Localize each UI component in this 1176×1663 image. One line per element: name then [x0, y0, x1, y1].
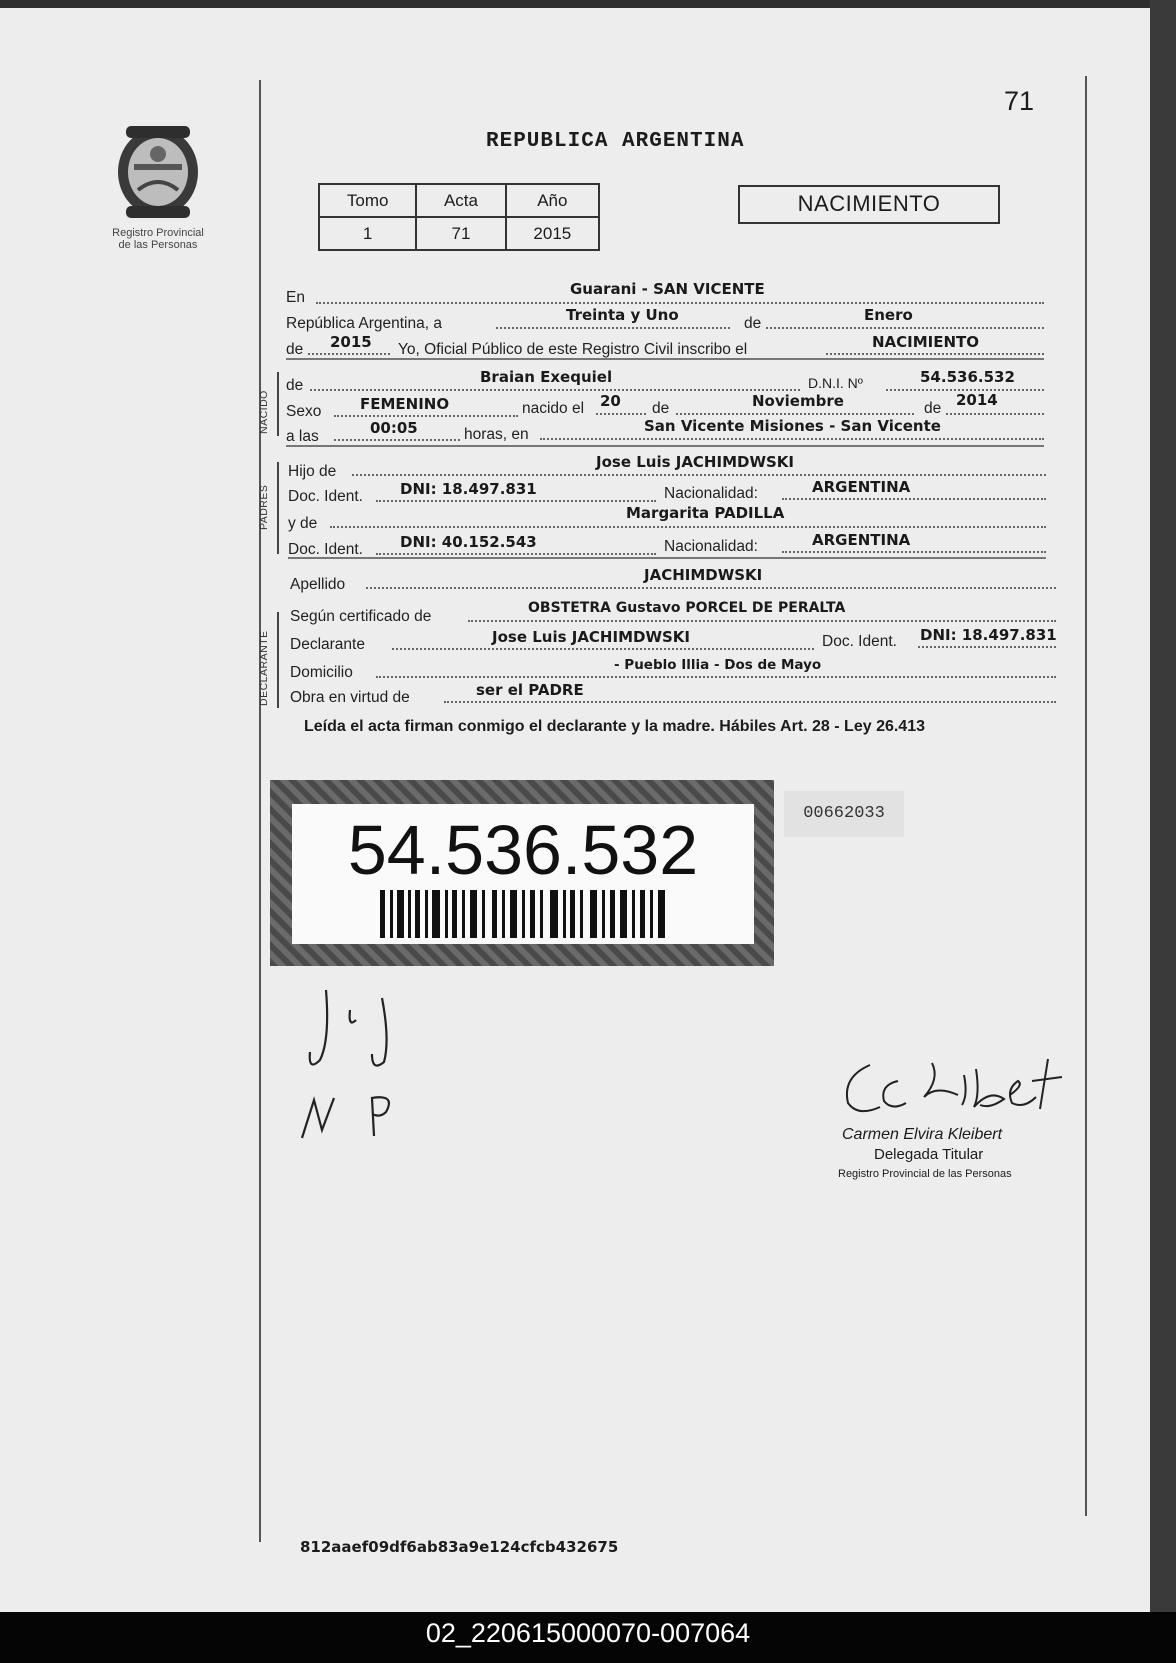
dots-madre-doc: [376, 553, 656, 555]
label-sexo: Sexo: [286, 403, 322, 420]
label-republica: República Argentina, a: [286, 315, 442, 332]
province-emblem-logo: [112, 120, 204, 222]
value-lugar: Guarani - SAN VICENTE: [570, 280, 765, 298]
label-de-mes: de: [744, 315, 762, 332]
value-nac-mes: Noviembre: [752, 392, 844, 410]
value-anio: 2015: [506, 217, 599, 250]
label-dni: D.N.I. Nº: [808, 375, 863, 391]
header-tomo: Tomo: [319, 184, 416, 217]
value-domicilio: - Pueblo Illia - Dos de Mayo: [614, 657, 822, 673]
value-padre-doc: DNI: 18.497.831: [400, 480, 537, 498]
label-de-anio: de: [286, 341, 304, 358]
value-nac-anio: 2014: [956, 391, 998, 409]
value-dia-texto: Treinta y Uno: [566, 306, 679, 324]
underline-padres: [288, 557, 1046, 559]
dots-padre-doc: [376, 500, 656, 502]
underline-row6: [286, 445, 1044, 447]
value-dni: 54.536.532: [920, 368, 1015, 386]
label-obra: Obra en virtud de: [290, 689, 410, 706]
dots-hora: [334, 439, 460, 441]
coat-of-arms-icon: [112, 120, 204, 222]
value-madre-doc: DNI: 40.152.543: [400, 533, 537, 551]
barcode-sticker: [270, 780, 774, 966]
barcode-number: 54.536.532: [347, 811, 699, 889]
label-inscribo: Yo, Oficial Público de este Registro Civil inscribo el: [398, 341, 748, 358]
value-hora: 00:05: [370, 419, 418, 437]
dots-domicilio: [376, 676, 1056, 678]
dots-lugar-nac: [540, 438, 1044, 440]
dots-anio: [308, 353, 390, 355]
value-madre: Margarita PADILLA: [626, 504, 785, 522]
value-obra: ser el PADRE: [476, 681, 584, 699]
logo-caption-line1: Registro Provincial: [112, 227, 204, 239]
label-horas-en: horas, en: [464, 426, 529, 443]
value-certificado: OBSTETRA Gustavo PORCEL DE PERALTA: [528, 600, 846, 616]
dots-nac-anio: [946, 413, 1044, 415]
barcode-label: [292, 804, 754, 944]
label-certificado: Según certificado de: [290, 608, 432, 625]
label-padre-nacionalidad: Nacionalidad:: [664, 485, 758, 502]
logo-caption: [92, 227, 224, 251]
label-declarante-doc: Doc. Ident.: [822, 633, 897, 650]
dots-padre-nac: [782, 498, 1046, 500]
value-apellido: JACHIMDWSKI: [644, 566, 763, 584]
dots-declarante: [392, 648, 814, 650]
dots-nac-dia: [596, 413, 646, 415]
dots-madre: [330, 526, 1046, 528]
serial-number: 00662033: [784, 791, 904, 837]
dots-obra: [444, 701, 1056, 703]
section-label-declarante: DECLARANTE: [258, 630, 270, 706]
document-title: REPUBLICA ARGENTINA: [486, 130, 745, 153]
value-tomo: 1: [319, 217, 416, 250]
page-number: 71: [1004, 86, 1035, 116]
signatory-org: Registro Provincial de las Personas: [838, 1168, 1012, 1180]
section-label-nacido: NACIDO: [258, 390, 270, 434]
label-declarante: Declarante: [290, 636, 365, 653]
label-madre-nacionalidad: Nacionalidad:: [664, 538, 758, 555]
value-anio-text: 2015: [330, 333, 372, 351]
dots-apellido: [366, 587, 1056, 589]
dots-sexo: [334, 415, 518, 417]
value-declarante-doc: DNI: 18.497.831: [920, 626, 1057, 644]
label-de-nac-anio: de: [924, 400, 942, 417]
label-nacido-el: nacido el: [522, 400, 585, 417]
record-type-box: NACIMIENTO: [738, 185, 1000, 224]
value-tipo: NACIMIENTO: [872, 333, 980, 351]
value-padre-nac: ARGENTINA: [812, 478, 911, 496]
value-declarante: Jose Luis JACHIMDWSKI: [492, 628, 691, 646]
barcode-icon: [380, 890, 670, 938]
notice-text: Leída el acta firman conmigo el declarante y la madre. Hábiles Art. 28 - Ley 26.413: [304, 718, 925, 735]
record-table: [318, 183, 600, 251]
label-madre-doc: Doc. Ident.: [288, 541, 363, 558]
dots-nombre: [310, 389, 800, 391]
dots-en: [316, 302, 1044, 304]
signatory-role: Delegada Titular: [874, 1146, 984, 1163]
dots-dia: [496, 327, 730, 329]
label-hijo-de: Hijo de: [288, 463, 337, 480]
logo-caption-line2: de las Personas: [118, 239, 198, 251]
value-nac-dia: 20: [600, 392, 621, 410]
declarante-bracket: [277, 612, 279, 708]
signatory-name: Carmen Elvira Kleibert: [842, 1126, 1003, 1143]
label-apellido: Apellido: [290, 576, 346, 593]
value-nombre: Braian Exequiel: [480, 368, 613, 386]
underline-row3: [286, 358, 1044, 360]
label-a-las: a las: [286, 428, 319, 445]
label-y-de: y de: [288, 515, 318, 532]
dots-certificado: [468, 620, 1056, 622]
dots-madre-nac: [782, 551, 1046, 553]
dots-padre: [352, 474, 1046, 476]
value-padre: Jose Luis JACHIMDWSKI: [596, 453, 795, 471]
value-acta: 71: [416, 217, 505, 250]
label-domicilio: Domicilio: [290, 664, 353, 681]
right-margin-line: [1085, 76, 1087, 1516]
page-edge: [1150, 0, 1176, 1615]
value-madre-nac: ARGENTINA: [812, 531, 911, 549]
document-hash: 812aaef09df6ab83a9e124cfcb432675: [300, 1538, 619, 1556]
dots-tipo: [826, 353, 1044, 355]
label-padre-doc: Doc. Ident.: [288, 488, 363, 505]
left-margin-line: [259, 80, 261, 1542]
dots-declarante-doc: [918, 646, 1056, 648]
header-anio: Año: [506, 184, 599, 217]
label-nacido-de: de: [286, 377, 304, 394]
value-sexo: FEMENINO: [360, 395, 450, 413]
footer-id: 02_220615000070-007064: [425, 1618, 751, 1648]
value-lugar-nac: San Vicente Misiones - San Vicente: [644, 417, 941, 435]
padres-bracket: [277, 462, 279, 554]
section-label-padres: PADRES: [258, 484, 270, 530]
dots-nac-mes: [676, 413, 914, 415]
initials-line2: [338, 980, 366, 997]
initials-line1: [300, 980, 333, 997]
header-acta: Acta: [416, 184, 505, 217]
label-de-nac-mes: de: [652, 400, 670, 417]
label-en: En: [286, 289, 305, 306]
dots-mes: [766, 327, 1044, 329]
value-mes: Enero: [864, 306, 913, 324]
nacido-bracket: [277, 372, 279, 436]
